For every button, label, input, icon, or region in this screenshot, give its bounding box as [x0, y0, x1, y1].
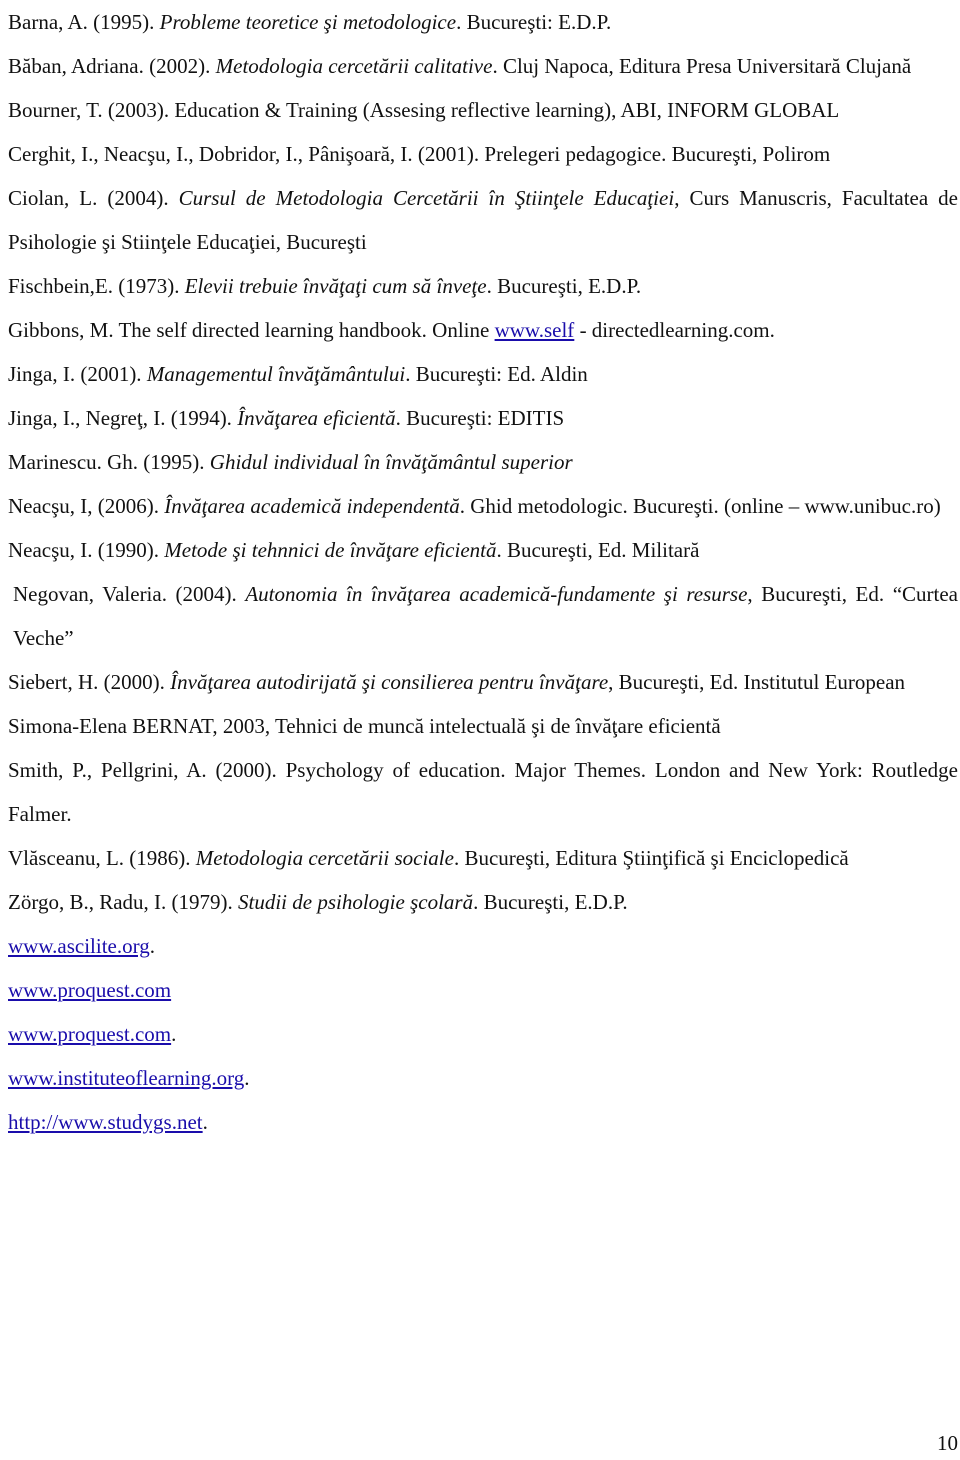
- reference-details: . Bucureşti: Ed. Aldin: [405, 362, 588, 386]
- reference-entry: [8, 528, 958, 572]
- reference-authors: Smith, P., Pellgrini, A. (2000). Psychology of education. Major Themes. London and New York: Routledge Falmer.: [8, 758, 958, 826]
- reference-authors: Gibbons, M. The self directed learning handbook. Online: [8, 318, 495, 342]
- reference-title: Managementul învăţământului: [146, 362, 406, 386]
- reference-authors: Vlăsceanu, L. (1986).: [8, 846, 196, 870]
- reference-list: [8, 0, 958, 924]
- reference-title: Elevii trebuie învăţaţi cum să înveţe: [184, 274, 487, 298]
- reference-details: , Bucureşti, Ed. “Curtea Veche”: [13, 582, 958, 650]
- reference-title: Probleme teoretice şi metodologice: [159, 10, 457, 34]
- reference-title: Învăţarea autodirijată şi consilierea pentru învăţare: [170, 670, 609, 694]
- reference-entry: [8, 352, 958, 396]
- web-link-item: [8, 1100, 958, 1144]
- reference-authors: Jinga, I., Negreţ, I. (1994).: [8, 406, 238, 430]
- reference-authors: Băban, Adriana. (2002).: [8, 54, 216, 78]
- reference-details: . Bucureşti, E.D.P.: [473, 890, 628, 914]
- reference-entry: [8, 308, 958, 352]
- reference-authors: Simona-Elena BERNAT, 2003, Tehnici de muncă intelectuală şi de învăţare eficientă: [8, 714, 721, 738]
- reference-authors: Neacşu, I, (2006).: [8, 494, 165, 518]
- web-link[interactable]: www.ascilite.org: [8, 934, 150, 958]
- reference-authors: Jinga, I. (2001).: [8, 362, 147, 386]
- reference-details: . Bucureşti: EDITIS: [395, 406, 565, 430]
- reference-title: Autonomia în învăţarea academică-fundamente şi resurse: [245, 582, 748, 606]
- reference-link[interactable]: www.self: [494, 318, 575, 342]
- web-link[interactable]: www.instituteoflearning.org: [8, 1066, 245, 1090]
- web-links-list: [8, 924, 958, 1144]
- reference-entry: [8, 440, 958, 484]
- reference-details: . Bucureşti, Editura Ştiinţifică şi Enciclopedică: [453, 846, 849, 870]
- reference-entry: [8, 88, 958, 132]
- reference-details: - directedlearning.com.: [574, 318, 775, 342]
- reference-authors: Neacşu, I. (1990).: [8, 538, 165, 562]
- reference-entry: [8, 176, 958, 264]
- reference-title: Studii de psihologie şcolară: [238, 890, 474, 914]
- web-link[interactable]: www.proquest.com: [8, 1022, 172, 1046]
- reference-entry: [8, 484, 958, 528]
- reference-entry: [8, 660, 958, 704]
- reference-entry: [8, 0, 958, 44]
- reference-details: . Ghid metodologic. Bucureşti. (online – www.unibuc.ro): [459, 494, 941, 518]
- web-link-suffix: .: [244, 1066, 250, 1090]
- reference-title: Cursul de Metodologia Cercetării în Ştiinţele Educaţiei: [178, 186, 675, 210]
- reference-authors: Marinescu. Gh. (1995).: [8, 450, 210, 474]
- page-number: 10: [937, 1431, 958, 1455]
- reference-entry: [8, 396, 958, 440]
- web-link-item: [8, 924, 958, 968]
- web-link-item: [8, 1056, 958, 1100]
- reference-entry: [8, 880, 958, 924]
- reference-details: . Cluj Napoca, Editura Presa Universitară Clujană: [492, 54, 912, 78]
- reference-title: Ghidul individual în învăţământul superior: [209, 450, 573, 474]
- web-link-item: [8, 968, 958, 1012]
- reference-details: . Bucureşti: E.D.P.: [456, 10, 612, 34]
- reference-entry: [8, 572, 958, 660]
- reference-authors: Ciolan, L. (2004).: [8, 186, 179, 210]
- reference-details: , Curs Manuscris, Facultatea de Psihologie şi Stiinţele Educaţiei, Bucureşti: [8, 186, 959, 254]
- reference-title: Metodologia cercetării sociale: [195, 846, 454, 870]
- web-link-suffix: .: [171, 1022, 177, 1046]
- reference-title: Învăţarea eficientă: [237, 406, 396, 430]
- web-link[interactable]: http://www.studygs.net: [8, 1110, 203, 1134]
- web-link-suffix: .: [202, 1110, 208, 1134]
- reference-title: Metode şi tehnnici de învăţare eficientă: [164, 538, 497, 562]
- reference-authors: Zörgo, B., Radu, I. (1979).: [8, 890, 239, 914]
- reference-details: . Bucureşti, Ed. Militară: [496, 538, 700, 562]
- reference-authors: Negovan, Valeria. (2004).: [13, 582, 246, 606]
- web-link[interactable]: www.proquest.com: [8, 978, 172, 1002]
- reference-title: Învăţarea academică independentă: [164, 494, 460, 518]
- reference-entry: [8, 836, 958, 880]
- reference-authors: Barna, A. (1995).: [8, 10, 160, 34]
- reference-entry: [8, 748, 958, 836]
- reference-details: , Bucureşti, Ed. Institutul European: [608, 670, 906, 694]
- reference-entry: [8, 132, 958, 176]
- reference-authors: Fischbein,E. (1973).: [8, 274, 185, 298]
- reference-title: Metodologia cercetării calitative: [215, 54, 493, 78]
- reference-details: . Bucureşti, E.D.P.: [486, 274, 642, 298]
- reference-authors: Cerghit, I., Neacşu, I., Dobridor, I., Pânişoară, I. (2001). Prelegeri pedagogice. Bucureşti, Polirom: [8, 142, 831, 166]
- reference-authors: Siebert, H. (2000).: [8, 670, 171, 694]
- reference-entry: [8, 704, 958, 748]
- bibliography-page: [8, 0, 958, 1144]
- reference-entry: [8, 264, 958, 308]
- web-link-suffix: .: [149, 934, 155, 958]
- reference-entry: [8, 44, 958, 88]
- reference-authors: Bourner, T. (2003). Education & Training (Assesing reflective learning), ABI, INFORM GLOBAL: [8, 98, 840, 122]
- web-link-item: [8, 1012, 958, 1056]
